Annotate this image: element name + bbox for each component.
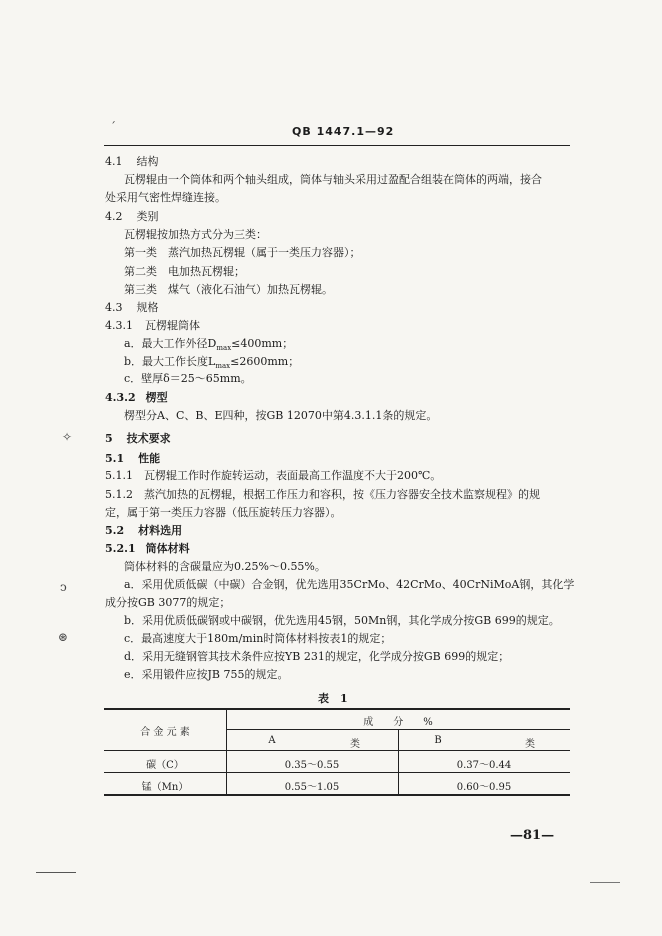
item-text: ≤400mm；: [231, 337, 294, 350]
section-title: 技术要求: [126, 432, 171, 445]
section-title: 瓦楞辊筒体: [145, 319, 200, 332]
section-4-3-heading: [105, 299, 159, 315]
subscript: max: [216, 344, 232, 353]
table-sub-header: 类: [350, 739, 360, 750]
scan-mark: ✧: [62, 430, 73, 444]
list-item: 成分按GB 3077的规定；: [105, 596, 231, 609]
section-5-2-heading: [105, 522, 182, 538]
table-cell-element: 碳（C）: [146, 760, 184, 771]
table-header-rule: [104, 750, 570, 751]
list-item: b．采用优质低碳钢或中碳钢，优先选用45钢，50Mn钢，其化学成分按GB 699的规定。: [124, 614, 560, 627]
item-text: b．最大工作长度L: [124, 355, 216, 368]
scan-mark: ˊ: [110, 120, 116, 134]
table-row-rule: [104, 772, 570, 773]
section-title: 性能: [138, 452, 161, 465]
table-sub-header: A: [268, 735, 276, 746]
section-number: 5: [105, 432, 113, 445]
page-number: —81—: [510, 828, 555, 843]
section-number: 4.2: [105, 210, 123, 223]
scan-mark: ⊛: [58, 630, 69, 644]
table-cell-a: 0.55～1.05: [284, 782, 340, 793]
list-item: 第二类 电加热瓦楞辊；: [124, 265, 245, 278]
paragraph-line: 处采用气密性焊缝连接。: [105, 191, 226, 204]
table-bottom-rule: [104, 794, 570, 796]
paragraph-line: 5.1.1 瓦楞辊工作时作旋转运动，表面最高工作温度不大于200℃。: [105, 469, 442, 482]
table-sub-header: 类: [525, 739, 535, 750]
item-text: ≤2600mm；: [230, 355, 300, 368]
list-item: 第一类 蒸汽加热瓦楞辊（属于一类压力容器）；: [124, 246, 361, 259]
section-number: 4.1: [105, 155, 123, 168]
header-rule: [104, 145, 570, 146]
section-5-1-heading: [105, 450, 160, 466]
section-number: 5.1: [105, 452, 125, 465]
list-item: d．采用无缝钢管其技术条件应按YB 231的规定，化学成分按GB 699的规定；: [124, 650, 510, 663]
subscript: max: [215, 362, 231, 371]
table-sub-header: B: [434, 735, 442, 746]
section-number: 5.2: [105, 524, 125, 537]
section-title: 筒体材料: [145, 542, 190, 555]
list-item: [124, 335, 293, 352]
paragraph-line: 瓦楞辊按加热方式分为三类：: [124, 228, 267, 241]
section-number: 4.3: [105, 301, 123, 314]
scan-mark: ↄ: [60, 580, 67, 594]
section-number: 4.3.2: [105, 391, 136, 404]
list-item: [124, 353, 299, 370]
scan-edge-mark: [36, 872, 76, 873]
list-item: c．最高速度大于180m/min时筒体材料按表1的规定；: [124, 632, 392, 645]
section-title: 楞型: [145, 391, 168, 404]
table-col-header: 合 金 元 素: [140, 727, 190, 738]
section-4-3-2-heading: [105, 389, 168, 405]
table-cell-b: 0.60～0.95: [456, 782, 512, 793]
section-title: 结构: [136, 155, 159, 168]
section-4-3-1-heading: [105, 317, 200, 333]
section-number: 4.3.1: [105, 319, 133, 332]
table-group-header: 成 分 %: [363, 717, 433, 728]
section-4-2-heading: [105, 208, 159, 224]
section-title: 类别: [136, 210, 159, 223]
paragraph-line: 5.1.2 蒸汽加热的瓦楞辊，根据工作压力和容积，按《压力容器安全技术监察规程》的规: [105, 488, 540, 501]
section-5-2-1-heading: [105, 540, 190, 556]
table-cell-b: 0.37～0.44: [456, 760, 512, 771]
table-title: 表 1: [318, 692, 348, 705]
table-top-rule: [104, 708, 570, 710]
paragraph-line: 楞型分A、C、B、E四种，按GB 12070中第4.3.1.1条的规定。: [124, 409, 438, 422]
section-5-heading: [105, 430, 171, 446]
item-text: a．最大工作外径D: [124, 337, 217, 350]
standard-code: QB 1447.1—92: [292, 125, 395, 138]
section-title: 规格: [136, 301, 159, 314]
table-cell-element: 锰（Mn）: [141, 782, 189, 793]
paragraph-line: 筒体材料的含碳量应为0.25%～0.55%。: [124, 560, 326, 573]
list-item: 第三类 煤气（液化石油气）加热瓦楞辊。: [124, 283, 333, 296]
section-4-1-heading: [105, 153, 159, 169]
scan-edge-mark: [590, 882, 620, 883]
list-item: a．采用优质低碳（中碳）合金钢，优先选用35CrMo、42CrMo、40CrNiMoA钢，其化学: [124, 578, 575, 591]
section-title: 材料选用: [138, 524, 183, 537]
list-item: e．采用锻件应按JB 755的规定。: [124, 668, 289, 681]
section-number: 5.2.1: [105, 542, 136, 555]
paragraph-line: 定，属于第一类压力容器（低压旋转压力容器）。: [105, 506, 342, 519]
paragraph-line: 瓦楞辊由一个筒体和两个轴头组成，筒体与轴头采用过盈配合组装在筒体的两端，接合: [124, 173, 542, 186]
list-item: c．壁厚δ＝25～65mm。: [124, 372, 252, 385]
table-cell-a: 0.35～0.55: [284, 760, 340, 771]
